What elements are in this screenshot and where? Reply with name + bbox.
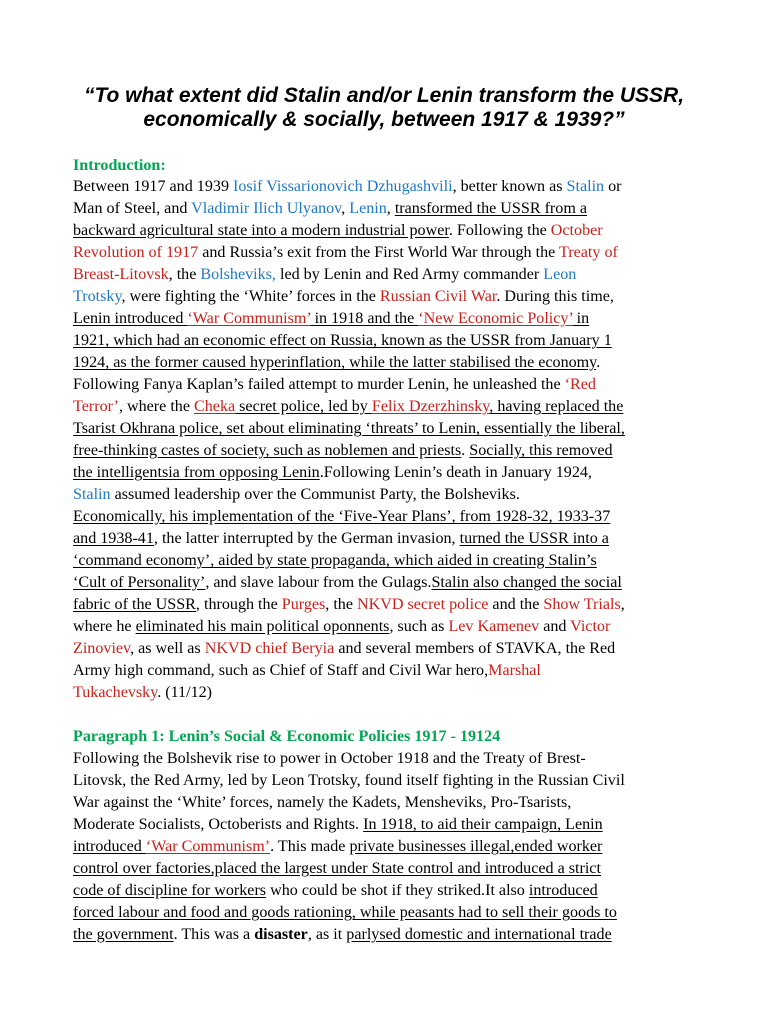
- text-segment: Stalin also changed the social: [431, 574, 622, 591]
- text-line: [73, 617, 610, 637]
- text-segment: , the latter interrupted by the German invasion,: [153, 530, 460, 547]
- text-segment: Marshal: [488, 662, 541, 679]
- text-line: [73, 749, 586, 769]
- text-line: [73, 925, 612, 945]
- text-segment: Russian Civil War: [379, 288, 497, 305]
- text-line: [73, 551, 597, 571]
- text-segment: and the: [488, 596, 544, 613]
- text-segment: Lenin introduced: [73, 310, 188, 327]
- text-line: [73, 859, 601, 879]
- text-line: [73, 331, 612, 351]
- text-line: [73, 639, 615, 659]
- text-segment: 1924, as the former caused hyperinflation, while the latter stabilised the economy: [73, 354, 597, 371]
- text-segment: Between 1917 and 1939: [73, 178, 234, 195]
- text-segment: NKVD secret police: [357, 596, 489, 613]
- text-segment: . Following the: [448, 222, 551, 239]
- text-segment: where he: [73, 618, 136, 635]
- text-segment: Army high command, such as Chief of Staff and Civil War hero,: [73, 662, 489, 679]
- text-segment: and Russia’s exit from the First World War through the: [198, 244, 559, 261]
- text-segment: .Following Lenin’s death in January 1924,: [319, 464, 592, 481]
- text-segment: Revolution of 1917: [73, 244, 199, 261]
- text-segment: led by Lenin and Red Army commander: [275, 266, 544, 283]
- text-segment: Socially, this removed: [469, 442, 613, 459]
- text-segment: who could be shot if they striked.It also: [266, 882, 529, 899]
- text-segment: ‘New Economic Policy’: [418, 310, 573, 327]
- text-segment: Following the Bolshevik rise to power in October 1918 and the Treaty of Brest-: [73, 750, 586, 767]
- section-heading: Paragraph 1: Lenin’s Social & Economic Policies 1917 - 19124: [73, 728, 501, 745]
- text-line: [73, 529, 609, 549]
- text-segment: transformed the USSR from a: [394, 200, 588, 217]
- text-segment: Lev Kamenev: [448, 618, 540, 635]
- text-segment: assumed leadership over the Communist Party, the Bolsheviks.: [110, 486, 520, 503]
- text-segment: and several members of STAVKA, the Red: [334, 640, 616, 657]
- text-segment: . This was a: [173, 926, 255, 943]
- section-heading: Introduction:: [73, 157, 166, 174]
- text-segment: Stalin: [566, 178, 605, 195]
- text-line: [73, 221, 603, 241]
- text-segment: , better known as: [452, 178, 567, 195]
- text-segment: introduced: [528, 882, 598, 899]
- text-line: [73, 793, 571, 813]
- text-segment: , where the: [118, 398, 195, 415]
- text-line: [73, 881, 598, 901]
- text-segment: disaster: [254, 926, 308, 943]
- text-segment: , such as: [389, 618, 449, 635]
- text-segment: Following Fanya Kaplan’s failed attempt to murder Lenin, he unleashed the: [73, 376, 565, 393]
- text-segment: control over factories,placed the largest under State control and introduced a strict: [73, 860, 601, 877]
- text-segment: .: [461, 442, 470, 459]
- text-segment: Iosif Vissarionovich Dzhugashvili: [233, 178, 453, 195]
- text-segment: Stalin: [73, 486, 111, 503]
- text-segment: eliminated his main political oponnents: [135, 618, 390, 635]
- text-segment: October: [550, 222, 603, 239]
- text-segment: Breast-Litovsk: [73, 266, 169, 283]
- text-line: [73, 441, 613, 461]
- text-segment: secret police, led by: [235, 398, 372, 415]
- text-line: [73, 771, 625, 791]
- text-line: [73, 397, 623, 417]
- text-segment: Tukachevsky: [73, 684, 158, 701]
- text-segment: , were fighting the ‘White’ forces in the: [121, 288, 380, 305]
- text-segment: turned the USSR into a: [459, 530, 609, 547]
- text-segment: and: [539, 618, 571, 635]
- text-segment: Bolsheviks,: [200, 266, 276, 283]
- text-line: [73, 485, 520, 505]
- text-segment: ,: [620, 596, 625, 613]
- text-segment: Zinoviev: [73, 640, 131, 657]
- text-segment: ‘command economy’, aided by state propaganda, which aided in creating Stalin’s: [73, 552, 597, 569]
- text-segment: ‘War Communism’: [145, 838, 271, 855]
- text-line: [73, 243, 618, 263]
- text-segment: Economically, his implementation of the ‘Five-Year Plans’, from 1928-32, 1933-37: [73, 508, 611, 525]
- text-segment: and 1938-41: [73, 530, 154, 547]
- text-segment: Victor: [570, 618, 611, 635]
- text-segment: the intelligentsia from opposing Lenin: [73, 464, 320, 481]
- essay-title: “To what extent did Stalin and/or Lenin transform the USSR, economically & socially, between 1917 & 1939?”: [83, 84, 685, 131]
- text-line: [73, 507, 610, 527]
- text-segment: . (11/12): [157, 684, 213, 701]
- text-line: [73, 199, 587, 219]
- text-segment: Felix Dzerzhinsky: [371, 398, 490, 415]
- text-segment: Leon: [543, 266, 577, 283]
- text-segment: code of discipline for workers: [73, 882, 267, 899]
- text-segment: in: [572, 310, 590, 327]
- text-segment: Litovsk, the Red Army, led by Leon Trotsky, found itself fighting in the Russian Civil: [73, 772, 625, 789]
- text-segment: , having replaced the: [489, 398, 624, 415]
- text-segment: Moderate Socialists, Octoberists and Rights.: [73, 816, 364, 833]
- text-line: [73, 837, 602, 857]
- text-segment: ,: [386, 200, 395, 217]
- text-segment: . This made: [270, 838, 350, 855]
- text-line: [73, 595, 625, 615]
- text-segment: forced labour and food and goods rationing, while peasants had to sell their goods to: [73, 904, 617, 921]
- text-segment: .: [596, 354, 601, 371]
- text-line: [73, 463, 592, 483]
- text-segment: , through the: [195, 596, 282, 613]
- text-line: [73, 156, 166, 176]
- text-segment: introduced: [73, 838, 146, 855]
- text-segment: Treaty of: [559, 244, 618, 261]
- text-segment: parlysed domestic and international trade: [346, 926, 612, 943]
- text-line: [73, 419, 625, 439]
- text-segment: Terror’: [73, 398, 119, 415]
- text-segment: Cheka: [194, 398, 236, 415]
- text-line: [73, 661, 541, 681]
- text-segment: ,: [341, 200, 350, 217]
- text-segment: In 1918, to aid their campaign, Lenin: [363, 816, 603, 833]
- text-line: [73, 683, 212, 703]
- text-line: [73, 727, 500, 747]
- text-segment: Trotsky: [73, 288, 122, 305]
- text-segment: NKVD chief Beryia: [204, 640, 335, 657]
- text-line: [73, 353, 600, 373]
- text-segment: or: [604, 178, 622, 195]
- text-line: [73, 903, 617, 923]
- text-segment: , and slave labour from the Gulags.: [205, 574, 432, 591]
- text-line: [73, 815, 603, 835]
- text-segment: , as well as: [130, 640, 205, 657]
- text-segment: . During this time,: [496, 288, 614, 305]
- text-line: [73, 573, 622, 593]
- text-line: [73, 309, 589, 329]
- text-line: [73, 375, 596, 395]
- text-segment: , the: [325, 596, 358, 613]
- text-segment: Tsarist Okhrana police, set about eliminating ‘threats’ to Lenin, essentially the liberal,: [73, 420, 625, 437]
- text-line: [73, 287, 614, 307]
- text-line: [73, 177, 622, 197]
- text-segment: Lenin: [349, 200, 387, 217]
- text-segment: fabric of the USSR: [73, 596, 196, 613]
- text-segment: 1921, which had an economic effect on Russia, known as the USSR from January 1: [73, 332, 612, 349]
- text-segment: private businesses illegal,ended worker: [349, 838, 603, 855]
- text-segment: ‘Cult of Personality’: [73, 574, 206, 591]
- text-segment: free-thinking castes of society, such as noblemen and priests: [73, 442, 462, 459]
- text-segment: Purges: [281, 596, 326, 613]
- text-segment: ‘Red: [564, 376, 596, 393]
- text-line: [73, 265, 576, 285]
- text-segment: Show Trials: [543, 596, 621, 613]
- text-segment: Man of Steel, and: [73, 200, 192, 217]
- text-segment: in 1918 and the: [310, 310, 419, 327]
- text-segment: , as it: [307, 926, 347, 943]
- text-segment: Vladimir Ilich Ulyanov: [191, 200, 342, 217]
- text-segment: backward agricultural state into a modern industrial power: [73, 222, 449, 239]
- text-segment: , the: [168, 266, 201, 283]
- text-segment: ‘War Communism’: [187, 310, 311, 327]
- text-segment: War against the ‘White’ forces, namely the Kadets, Mensheviks, Pro-Tsarists,: [73, 794, 572, 811]
- text-segment: the government: [73, 926, 174, 943]
